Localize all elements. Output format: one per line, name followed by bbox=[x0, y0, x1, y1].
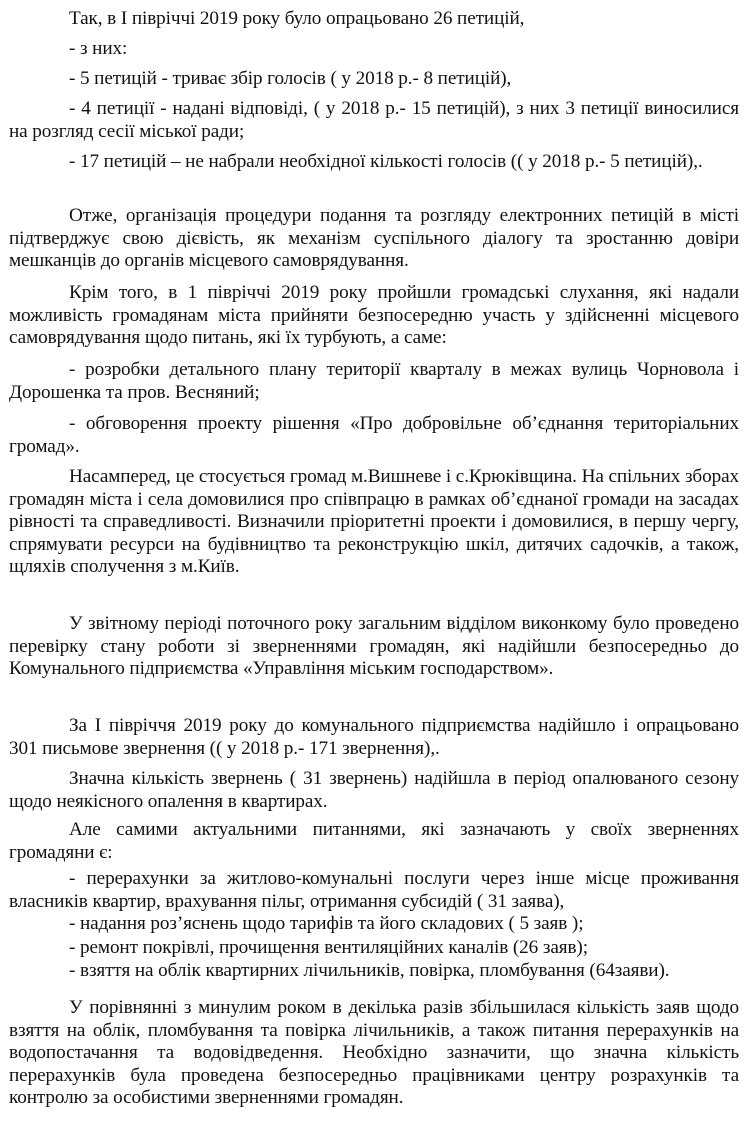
paragraph-roof-repair: - ремонт покрівлі, прочищення вентиляційних каналів (26 заяв); bbox=[69, 937, 588, 958]
paragraph-communities: Насамперед, це стосується громад м.Вишневе і с.Крюківщина. На спільних зборах громадян міста і села домовилися про співпрацю в рамках об’єднаної громади на засадах рівності та справедливості. Визначили пріоритетні проекти і домовилися, в першу чергу, спрямувати ресурси на будівництво та реконструкцію шкіл, дитячих садочків, а також, щляхів сполучення з м.Київ. bbox=[9, 466, 739, 577]
paragraph-recalculations: - перерахунки за житлово-комунальні послуги через інше місце проживання власників квартир, врахування пільг, отримання субсидій ( 31 заява), bbox=[9, 868, 739, 912]
paragraph-not-enough-votes: - 17 петицій – не набрали необхідної кількості голосів (( у 2018 р.- 5 петицій),. bbox=[69, 151, 703, 172]
paragraph-petitions-intro: Так, в І півріччі 2019 року було опрацьовано 26 петицій, bbox=[69, 8, 525, 29]
paragraph-petitions-effective: Отже, організація процедури подання та розгляду електронних петицій в місті підтверджує свою дієвість, як механізм суспільного діалогу та зростанню довіри мешканців до органів місцевого самоврядування. bbox=[9, 205, 739, 271]
paragraph-of-them: - з них: bbox=[69, 38, 128, 59]
paragraph-answered: - 4 петиції - надані відповіді, ( у 2018 р.- 15 петицій), з них 3 петиції виносилися на розгляд сесії міської ради; bbox=[9, 98, 739, 142]
paragraph-detailed-plan: - розробки детального плану території кварталу в межах вулиць Чорновола і Дорошенка та пров. Весняний; bbox=[9, 359, 739, 403]
paragraph-inspection: У звітному періоді поточного року загальним відділом виконкому було проведено перевірку стану роботи зі зверненнями громадян, які надійшли безпосередньо до Комунального підприємства «Управління міським господарством». bbox=[9, 613, 739, 679]
paragraph-collecting-votes: - 5 петицій - триває збір голосів ( у 2018 р.- 8 петицій), bbox=[69, 68, 512, 89]
paragraph-draft-decision: - обговорення проекту рішення «Про добровільне об’єднання територіальних громад». bbox=[9, 413, 739, 457]
paragraph-topical-issues: Але самими актуальними питаннями, які зазначають у своїх зверненнях громадяни є: bbox=[9, 819, 739, 863]
paragraph-written-appeals: За І півріччя 2019 року до комунального підприємства надійшло і опрацьовано 301 письмове звернення (( у 2018 р.- 171 звернення),. bbox=[9, 715, 739, 759]
paragraph-comparison: У порівнянні з минулим роком в декілька разів збільшилася кількість заяв щодо взяття на облік, пломбування та повірка лічильників, а також питання перерахунків на водопостачання та водовідведення. Необхідно зазначити, що значна кількість перерахунків була проведена безпосередньо працівниками центру розрахунків та контролю за особистими зверненнями громадян. bbox=[9, 997, 739, 1108]
paragraph-heating-season: Значна кількість звернень ( 31 звернень) надійшла в період опалюваного сезону щодо неякісного опалення в квартирах. bbox=[9, 768, 739, 812]
paragraph-tariff-explanations: - надання роз’яснень щодо тарифів та його складових ( 5 заяв ); bbox=[69, 913, 584, 934]
paragraph-public-hearings: Крім того, в 1 півріччі 2019 року пройшли громадські слухання, які надали можливість громадянам міста прийняти безпосередню участь у здійсненні місцевого самоврядування щодо питань, які їх турбують, а саме: bbox=[9, 282, 739, 348]
paragraph-meters: - взяття на облік квартирних лічильників, повірка, пломбування (64заяви). bbox=[69, 960, 670, 981]
